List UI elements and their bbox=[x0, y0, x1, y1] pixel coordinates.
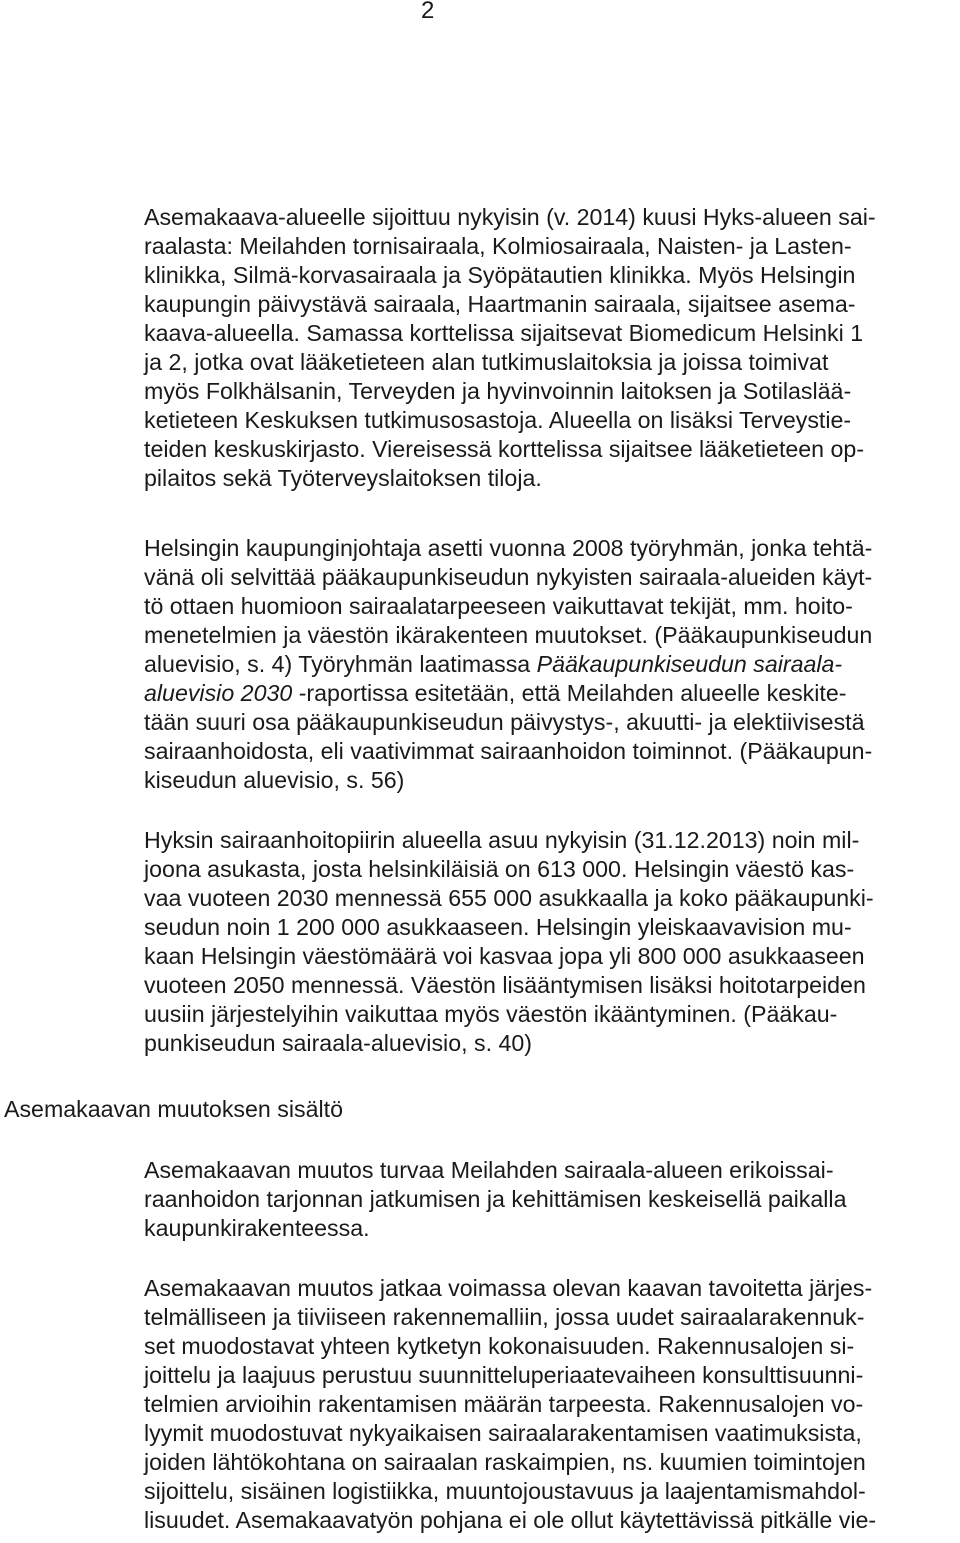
text-line: klinikka, Silmä-korvasairaala ja Syöpätautien klinikka. Myös Helsingin bbox=[144, 262, 856, 288]
text-line: joona asukasta, josta helsinkiläisiä on 613 000. Helsingin väestö kas- bbox=[144, 856, 855, 882]
text-line: kiseudun aluevisio, s. 56) bbox=[144, 767, 405, 793]
text-line: kaava-alueella. Samassa korttelissa sijaitsevat Biomedicum Helsinki 1 bbox=[144, 320, 864, 346]
text-fragment: -raportissa esitetään, että Meilahden alueelle keskite- bbox=[292, 680, 847, 706]
paragraph-working-group bbox=[144, 534, 944, 795]
text-line: telmälliseen ja tiiviiseen rakennemalliin, jossa uudet sairaalarakennuk- bbox=[144, 1304, 865, 1330]
text-line: joittelu ja laajuus perustuu suunnitteluperiaatevaiheen konsulttisuunni- bbox=[144, 1362, 864, 1388]
text-line: raalasta: Meilahden tornisairaala, Kolmiosairaala, Naisten- ja Lasten- bbox=[144, 233, 852, 259]
text-line: tään suuri osa pääkaupunkiseudun päivystys-, akuutti- ja elektiivisestä bbox=[144, 709, 865, 735]
text-fragment: aluevisio, s. 4) Työryhmän laatimassa bbox=[144, 651, 537, 677]
text-line: kaan Helsingin väestömäärä voi kasvaa jopa yli 800 000 asukkaaseen bbox=[144, 943, 865, 969]
text-line bbox=[144, 650, 944, 679]
text-line: lisuudet. Asemakaavatyön pohjana ei ole ollut käytettävissä pitkälle vie- bbox=[144, 1507, 877, 1533]
paragraph-population bbox=[144, 826, 944, 1058]
text-line: vaa vuoteen 2030 mennessä 655 000 asukkaalla ja koko pääkaupunki- bbox=[144, 885, 874, 911]
text-line: telmien arvioihin rakentamisen määrän tarpeesta. Rakennusalojen vo- bbox=[144, 1391, 864, 1417]
text-line: vänä oli selvittää pääkaupunkiseudun nykyisten sairaala-alueiden käyt- bbox=[144, 564, 873, 590]
text-line: Asemakaavan muutos turvaa Meilahden sairaala-alueen erikoissai- bbox=[144, 1157, 834, 1183]
text-line: seudun noin 1 200 000 asukkaaseen. Helsingin yleiskaavavision mu- bbox=[144, 914, 852, 940]
text-line: punkiseudun sairaala-aluevisio, s. 40) bbox=[144, 1030, 532, 1056]
text-line: lyymit muodostuvat nykyaikaisen sairaalarakentamisen vaatimuksista, bbox=[144, 1420, 862, 1446]
section-heading: Asemakaavan muutoksen sisältö bbox=[4, 1096, 343, 1122]
text-line: sairaanhoidosta, eli vaativimmat sairaanhoidon toiminnot. (Pääkaupun- bbox=[144, 738, 873, 764]
paragraph-plan-change bbox=[144, 1156, 944, 1243]
paragraph-hospitals bbox=[144, 203, 944, 493]
text-line: Hyksin sairaanhoitopiirin alueella asuu nykyisin (31.12.2013) noin mil- bbox=[144, 827, 860, 853]
text-line: Asemakaavan muutos jatkaa voimassa olevan kaavan tavoitetta järjes- bbox=[144, 1275, 873, 1301]
text-line: ja 2, jotka ovat lääketieteen alan tutkimuslaitoksia ja joissa toimivat bbox=[144, 349, 829, 375]
text-line: menetelmien ja väestön ikärakenteen muutokset. (Pääkaupunkiseudun bbox=[144, 622, 873, 648]
text-line: pilaitos sekä Työterveyslaitoksen tiloja. bbox=[144, 465, 542, 491]
text-line: ketieteen Keskuksen tutkimusosastoja. Alueella on lisäksi Terveystie- bbox=[144, 407, 852, 433]
report-title-italic: Pääkaupunkiseudun sairaala- bbox=[536, 651, 843, 677]
text-line: myös Folkhälsanin, Terveyden ja hyvinvoinnin laitoksen ja Sotilaslää- bbox=[144, 378, 852, 404]
text-line: set muodostavat yhteen kytketyn kokonaisuuden. Rakennusalojen si- bbox=[144, 1333, 855, 1359]
text-line bbox=[144, 679, 944, 708]
text-line: kaupungin päivystävä sairaala, Haartmanin sairaala, sijaitsee asema- bbox=[144, 291, 856, 317]
text-line: raanhoidon tarjonnan jatkumisen ja kehittämisen keskeisellä paikalla bbox=[144, 1186, 847, 1212]
report-title-italic: aluevisio 2030 bbox=[144, 680, 293, 706]
text-line: uusiin järjestelyihin vaikuttaa myös väestön ikääntyminen. (Pääkau- bbox=[144, 1001, 838, 1027]
text-line: vuoteen 2050 mennessä. Väestön lisääntymisen lisäksi hoitotarpeiden bbox=[144, 972, 866, 998]
text-line: Asemakaava-alueelle sijoittuu nykyisin (v. 2014) kuusi Hyks-alueen sai- bbox=[144, 204, 876, 230]
text-line: tö ottaen huomioon sairaalatarpeeseen vaikuttavat tekijät, mm. hoito- bbox=[144, 593, 853, 619]
text-line: teiden keskuskirjasto. Viereisessä korttelissa sijaitsee lääketieteen op- bbox=[144, 436, 865, 462]
text-line: joiden lähtökohtana on sairaalan raskaimpien, ns. kuumien toimintojen bbox=[144, 1449, 866, 1475]
page-number: 2 bbox=[421, 0, 435, 24]
text-line: kaupunkirakenteessa. bbox=[144, 1215, 370, 1241]
paragraph-structure-model bbox=[144, 1274, 944, 1535]
text-line: sijoittelu, sisäinen logistiikka, muuntojoustavuus ja laajentamismahdol- bbox=[144, 1478, 866, 1504]
text-line: Helsingin kaupunginjohtaja asetti vuonna 2008 työryhmän, jonka tehtä- bbox=[144, 535, 873, 561]
